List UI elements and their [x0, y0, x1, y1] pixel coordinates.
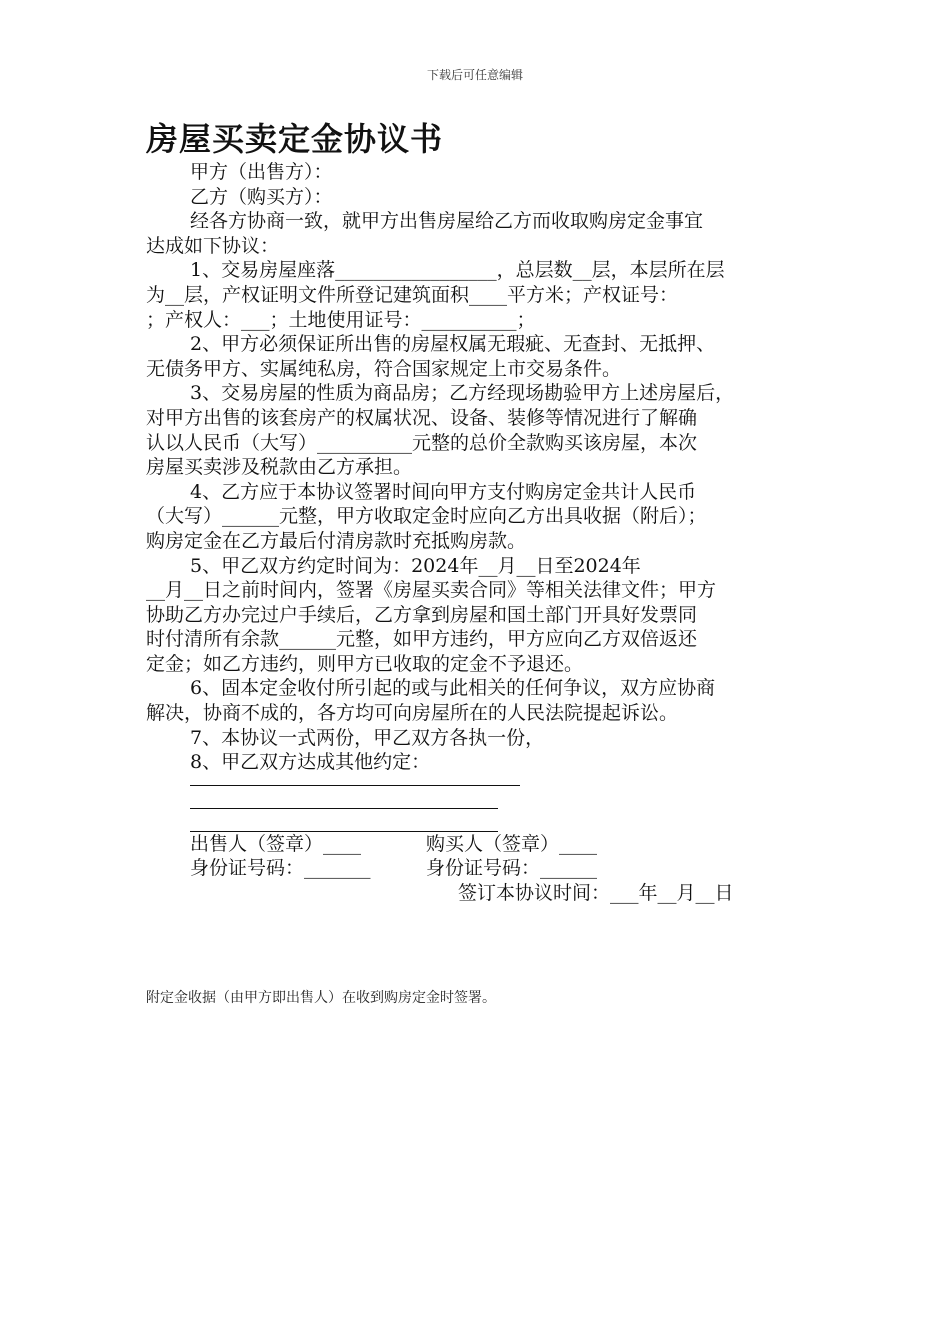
clause-5-line-2: __月__日之前时间内，签署《房屋买卖合同》等相关法律文件；甲方 — [146, 579, 717, 602]
clause-3-line-1: 3、交易房屋的性质为商品房；乙方经现场勘验甲方上述房屋后， — [190, 382, 735, 405]
id-row — [146, 856, 814, 881]
clause-6-line-1: 6、固本定金收付所引起的或与此相关的任何争议，双方应协商 — [190, 677, 716, 700]
agreement-body — [146, 160, 814, 906]
clause-3-line-3: 认以人民币（大写）__________元整的总价全款购买该房屋，本次 — [146, 431, 698, 454]
clause-4-line-2: （大写）______元整，甲方收取定金时应向乙方出具收据（附后）； — [146, 505, 707, 528]
other-terms-blank — [146, 785, 814, 832]
clause-7: 7、本协议一式两份，甲乙双方各执一份， — [190, 726, 545, 749]
intro-line-1: 经各方协商一致，就甲方出售房屋给乙方而收取购房定金事宜 — [190, 210, 704, 233]
clause-1-line-1: 1、交易房屋座落_________________，总层数__层，本层所在层 — [190, 259, 725, 282]
clause-8: 8、甲乙双方达成其他约定： — [190, 751, 431, 774]
buyer-signature: 购买人（签章）____ — [426, 832, 598, 855]
buyer-id-number: 身份证号码：______ — [426, 857, 598, 880]
document-title: 房屋买卖定金协议书 — [146, 120, 444, 158]
clause-5-line-5: 定金；如乙方违约，则甲方已收取的定金不予退还。 — [146, 652, 584, 675]
blank-line — [190, 808, 498, 809]
clause-4-line-1: 4、乙方应于本协议签署时间向甲方支付购房定金共计人民币 — [190, 480, 697, 503]
clause-3-line-2: 对甲方出售的该套房产的权属状况、设备、装修等情况进行了解确 — [146, 406, 698, 429]
receipt-note: 附定金收据（由甲方即出售人）在收到购房定金时签署。 — [146, 990, 496, 1006]
clause-1-line-3: ；产权人：___；土地使用证号：__________； — [146, 308, 536, 331]
clause-3-line-4: 房屋买卖涉及税款由乙方承担。 — [146, 456, 413, 479]
intro-line-2: 达成如下协议： — [146, 234, 280, 257]
blank-line — [190, 785, 520, 786]
clause-2-line-2: 无债务甲方、实属纯私房，符合国家规定上市交易条件。 — [146, 357, 622, 380]
party-a-line: 甲方（出售方）： — [190, 161, 333, 183]
seller-id-number: 身份证号码：_______ — [190, 857, 371, 880]
seller-signature: 出售人（签章）____ — [190, 832, 362, 855]
clause-5-line-4: 时付清所有余款______元整，如甲方违约，甲方应向乙方双倍返还 — [146, 628, 698, 651]
page-header: 下载后可任意编辑 — [426, 68, 523, 82]
clause-4-line-3: 购房定金在乙方最后付清房款时充抵购房款。 — [146, 529, 527, 552]
party-b-line: 乙方（购买方）： — [190, 185, 333, 208]
clause-2-line-1: 2、甲方必须保证所出售的房屋权属无瑕疵、无查封、无抵押、 — [190, 333, 716, 356]
clause-6-line-2: 解决，协商不成的，各方均可向房屋所在的人民法院提起诉讼。 — [146, 702, 679, 725]
clause-1-line-2: 为__层，产权证明文件所登记建筑面积____平方米；产权证号： — [146, 283, 679, 306]
signature-row — [146, 832, 814, 857]
clause-5-line-1: 5、甲乙双方约定时间为：2024年__月__日至2024年 — [190, 554, 641, 577]
clause-5-line-3: 协助乙方办完过户手续后，乙方拿到房屋和国土部门开具好发票同 — [146, 603, 698, 626]
signing-date: 签订本协议时间：___年__月__日 — [458, 882, 734, 905]
